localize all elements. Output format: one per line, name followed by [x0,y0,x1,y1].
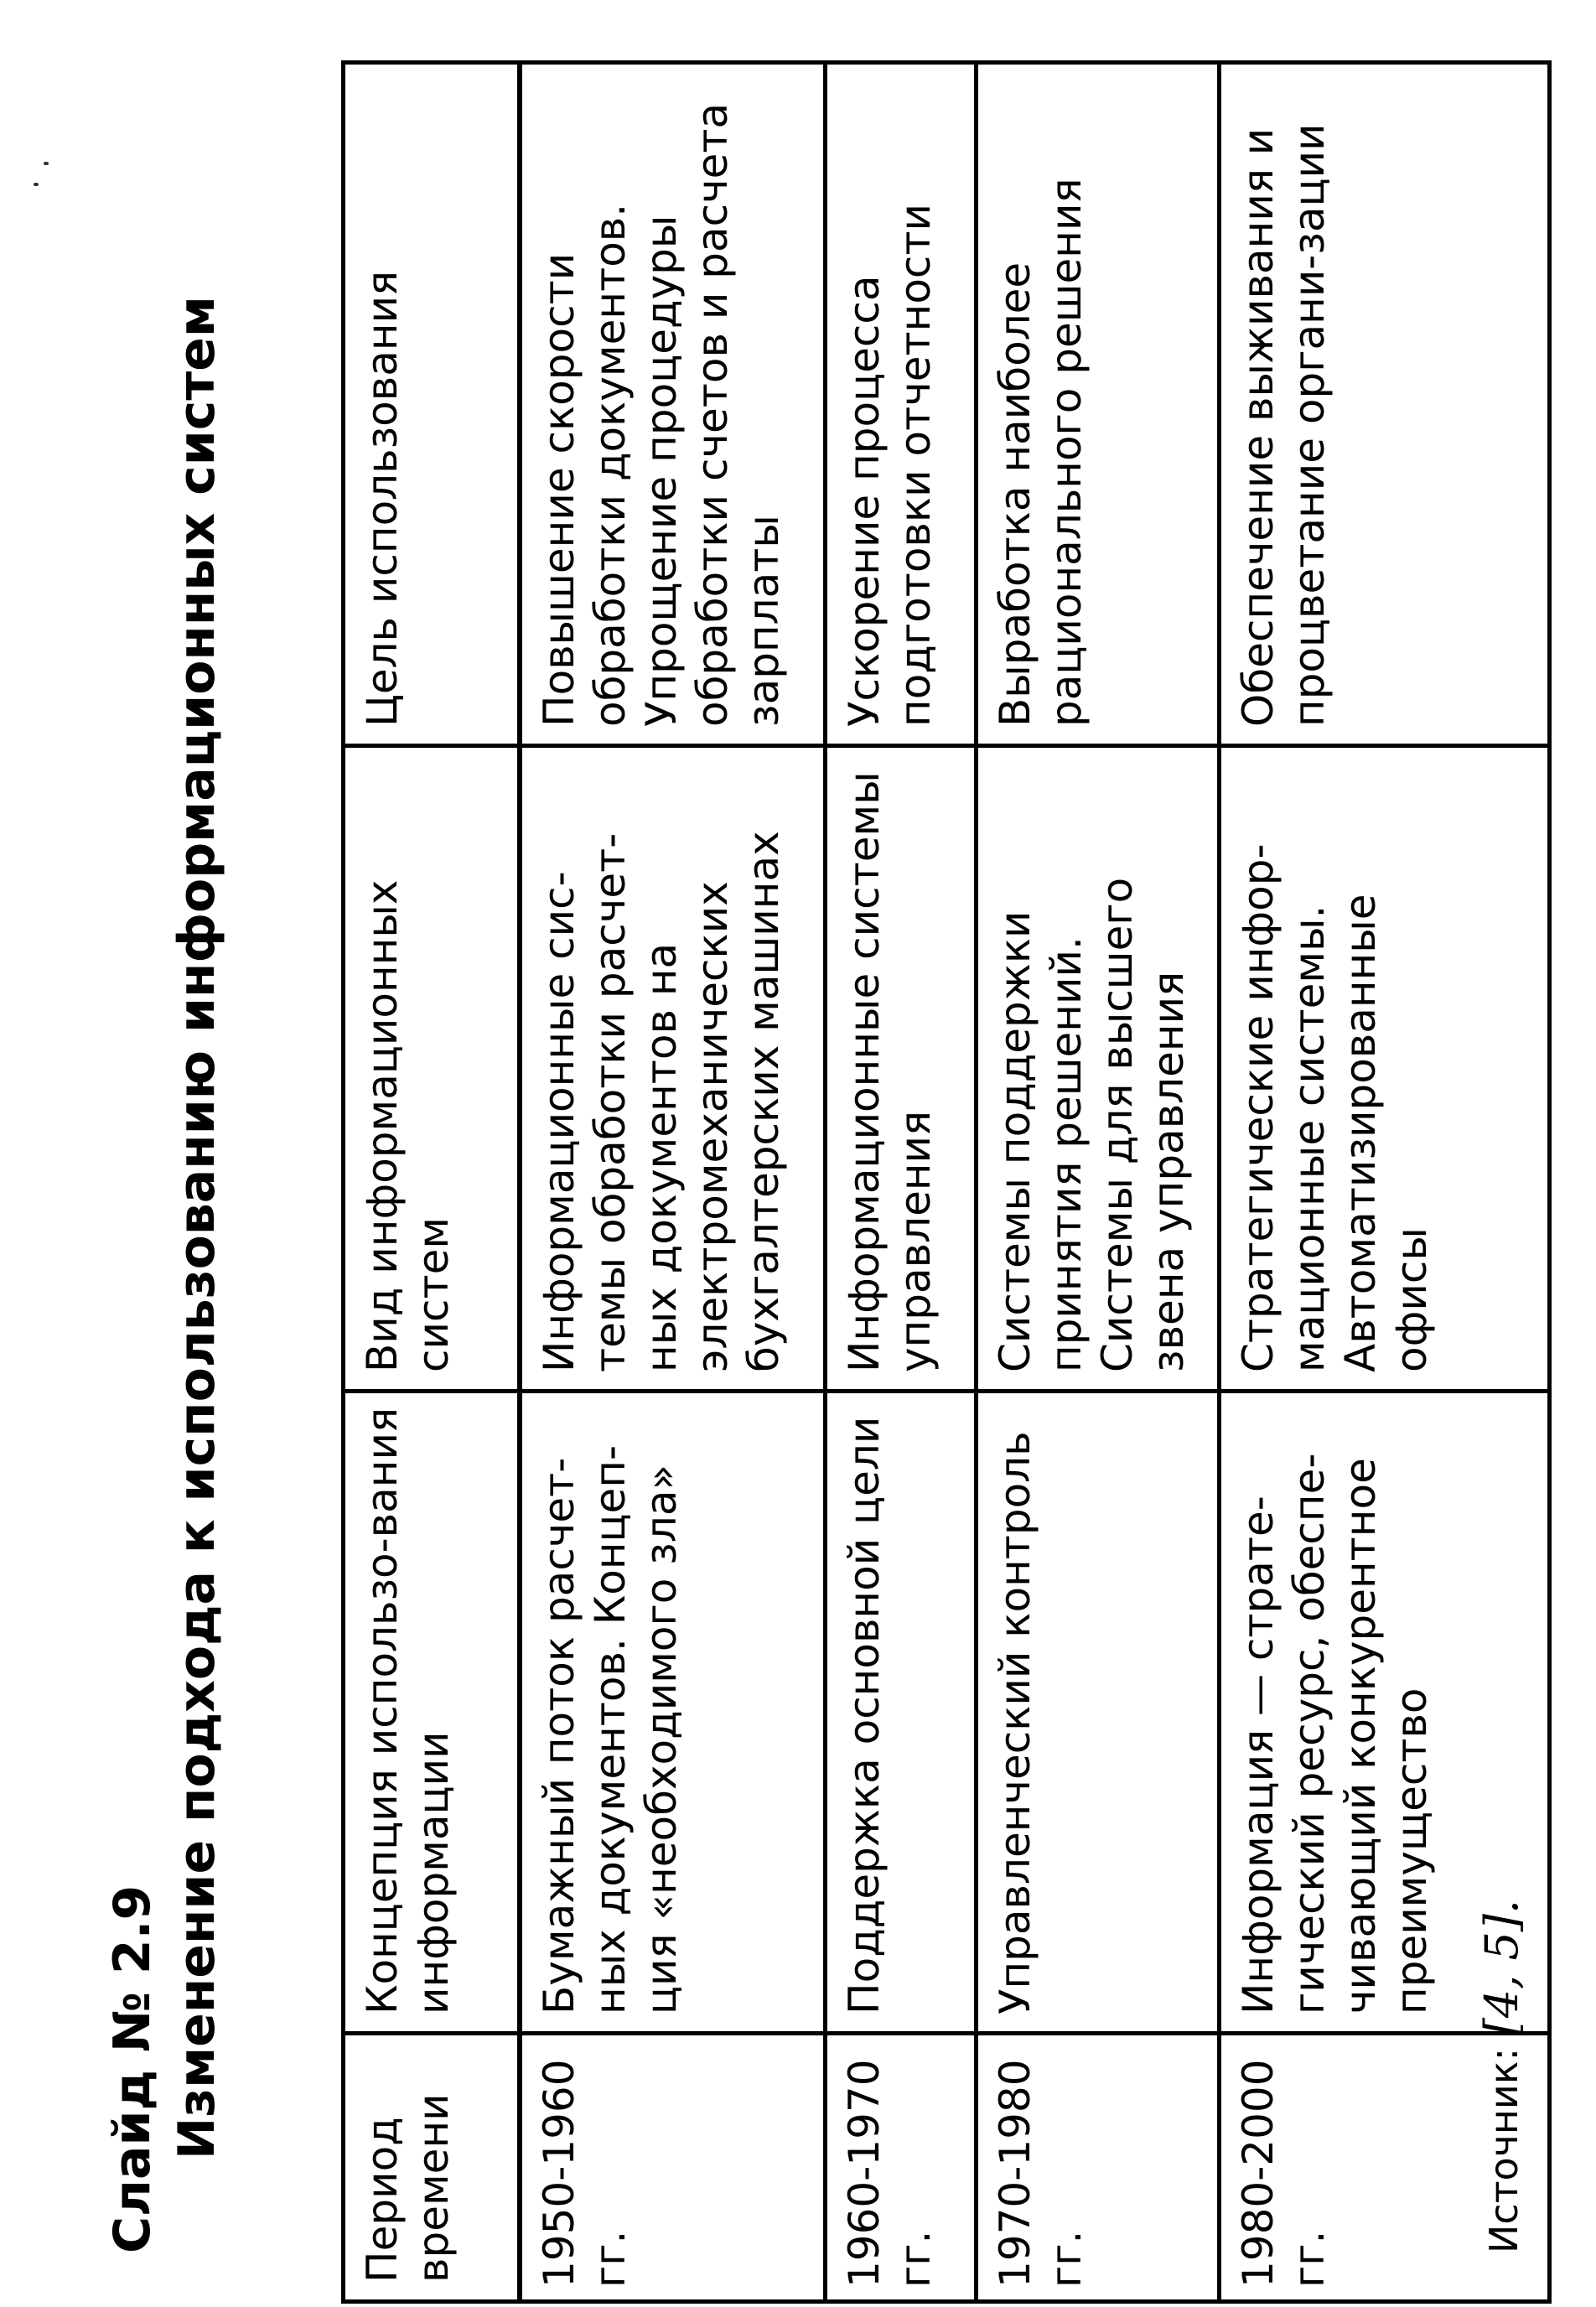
cell-period: 1960-1970 гг. [826,2034,977,2302]
cell-system: Информационные системы управления [826,746,977,1392]
cell-system: Информационные сис-темы обработки расчет-ных документов на электромеханических бухгалтерских машинах [520,746,826,1392]
slide-label: Слайд № 2.9 [103,1884,162,2253]
source-label: Источник: [1481,2047,1526,2253]
header-period: Период времени [344,2034,520,2302]
table-row [520,63,826,2302]
table-row [826,63,977,2302]
source-refs: [4, 5]. [1475,1899,1528,2036]
header-concept: Концепция использо-вания информации [344,1392,520,2034]
cell-goal: Ускорение процесса подготовки отчетности [826,63,977,746]
cell-period: 1970-1980 гг. [977,2034,1220,2302]
slide-title: Изменение подхода к использованию информационных систем [168,296,226,2159]
cell-period: 1950-1960 гг. [520,2034,826,2302]
source-note [1475,1900,1528,2253]
header-system: Вид информационных систем [344,746,520,1392]
scan-speck [44,162,49,165]
table-row [977,63,1220,2302]
scan-speck [34,183,39,186]
cell-period: 1980-2000 гг. [1220,2034,1550,2302]
cell-goal: Повышение скорости обработки документов. Упрощение процедуры обработки счетов и расчета зарплаты [520,63,826,746]
cell-concept: Бумажный поток расчет-ных документов. Концеп-ция «необходимого зла» [520,1392,826,2034]
cell-concept: Информация — страте-гический ресурс, обеспе-чивающий конкурентное преимущество [1220,1392,1550,2034]
cell-goal: Обеспечение выживания и процветание органи-зации [1220,63,1550,746]
header-goal: Цель использования [344,63,520,746]
cell-system: Системы поддержки принятия решений. Системы для высшего звена управления [977,746,1220,1392]
concept-table [341,60,1552,2304]
cell-concept: Управленческий контроль [977,1392,1220,2034]
cell-concept: Поддержка основной цели [826,1392,977,2034]
header-row [344,63,520,2302]
cell-goal: Выработка наиболее рационального решения [977,63,1220,746]
cell-system: Стратегические инфор-мационные системы. Автоматизированные офисы [1220,746,1550,1392]
